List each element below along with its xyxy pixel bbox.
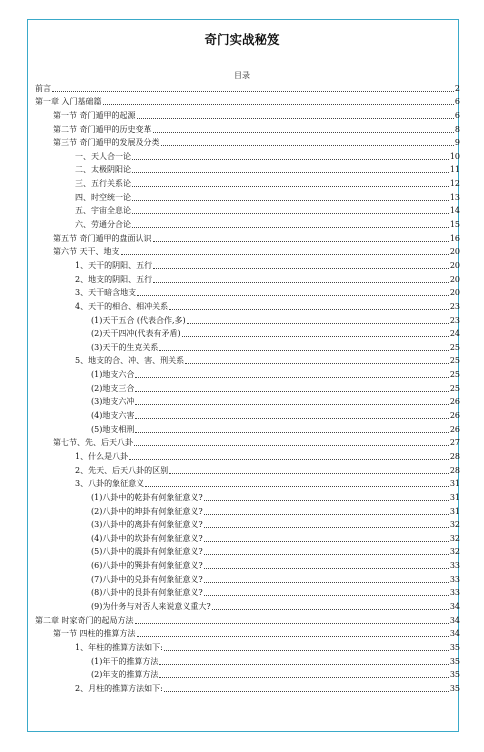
- toc-entry-page: 23: [449, 301, 460, 311]
- toc-entry[interactable]: [35, 489, 460, 503]
- toc-entry[interactable]: [35, 530, 460, 544]
- toc-entry-label: 5、地支的合、冲、害、刑关系: [75, 356, 185, 366]
- toc-leader-dots: [204, 527, 449, 528]
- toc-entry-page: 8: [454, 124, 460, 134]
- toc-entry[interactable]: [35, 626, 460, 640]
- toc-entry-label: 3、天干暗含地支: [75, 288, 137, 298]
- toc-entry-page: 33: [449, 588, 460, 598]
- toc-entry-label: (5)八卦中的震卦有何象征意义?: [91, 547, 203, 557]
- toc-leader-dots: [204, 541, 449, 542]
- toc-entry-label: (2)地支三合: [91, 383, 135, 393]
- toc-leader-dots: [135, 391, 448, 392]
- toc-leader-dots: [164, 691, 449, 692]
- toc-leader-dots: [204, 568, 449, 569]
- toc-entry-label: 第五节 奇门遁甲的盘面认识: [53, 233, 152, 243]
- toc-entry-page: 35: [449, 670, 460, 680]
- toc-entry[interactable]: [35, 557, 460, 571]
- toc-entry-label: (1)八卦中的乾卦有何象征意义?: [91, 492, 203, 502]
- toc-entry-page: 32: [449, 520, 460, 530]
- toc-entry-label: 第一章 入门基础篇: [35, 97, 102, 107]
- toc-leader-dots: [132, 227, 449, 228]
- toc-entry-label: (2)八卦中的坤卦有何象征意义?: [91, 506, 203, 516]
- toc-entry[interactable]: [35, 326, 460, 340]
- toc-entry-label: (4)八卦中的坎卦有何象征意义?: [91, 533, 203, 543]
- toc-entry-label: 1、什么是八卦: [75, 451, 129, 461]
- toc-leader-dots: [153, 282, 449, 283]
- toc-entry-label: 第六节 天干、地支: [53, 247, 120, 257]
- toc-entry-page: 31: [449, 479, 460, 489]
- toc-entry[interactable]: [35, 353, 460, 367]
- toc-entry-page: 26: [449, 411, 460, 421]
- toc-entry-label: 3、八卦的象征意义: [75, 479, 145, 489]
- toc-entry-page: 33: [449, 574, 460, 584]
- toc-entry-page: 33: [449, 561, 460, 571]
- toc-entry[interactable]: [35, 257, 460, 271]
- toc-entry[interactable]: [35, 312, 460, 326]
- toc-entry-page: 25: [449, 356, 460, 366]
- toc-entry[interactable]: [35, 162, 460, 176]
- toc-leader-dots: [132, 186, 449, 187]
- toc-entry-page: 2: [454, 83, 460, 93]
- toc-leader-dots: [153, 241, 449, 242]
- toc-leader-dots: [204, 500, 449, 501]
- toc-leader-dots: [153, 268, 449, 269]
- toc-leader-dots: [135, 432, 448, 433]
- toc-entry-label: (3)八卦中的离卦有何象征意义?: [91, 520, 203, 530]
- toc-entry-page: 32: [449, 547, 460, 557]
- toc-leader-dots: [132, 172, 449, 173]
- toc-entry-page: 25: [449, 383, 460, 393]
- toc-leader-dots: [135, 377, 448, 378]
- toc-entry-label: (2)天干四冲(代表有矛盾): [91, 329, 181, 339]
- toc-leader-dots: [132, 159, 449, 160]
- table-of-contents: [35, 80, 460, 694]
- toc-entry-label: 六、劳通分合论: [75, 220, 131, 230]
- toc-entry-page: 12: [449, 179, 460, 189]
- toc-entry-page: 31: [449, 492, 460, 502]
- toc-leader-dots: [204, 582, 449, 583]
- toc-heading: 目录: [234, 71, 250, 80]
- toc-entry[interactable]: [35, 80, 460, 94]
- toc-entry[interactable]: [35, 230, 460, 244]
- toc-entry-page: 35: [449, 683, 460, 693]
- toc-entry-label: (5)地支相刑: [91, 424, 135, 434]
- toc-entry-page: 13: [449, 192, 460, 202]
- toc-entry-page: 20: [449, 260, 460, 270]
- toc-entry[interactable]: [35, 517, 460, 531]
- toc-leader-dots: [169, 309, 449, 310]
- toc-entry-page: 11: [449, 165, 460, 175]
- toc-entry[interactable]: [35, 598, 460, 612]
- toc-entry[interactable]: [35, 448, 460, 462]
- toc-leader-dots: [164, 650, 449, 651]
- toc-entry-page: 34: [449, 629, 460, 639]
- toc-leader-dots: [129, 459, 449, 460]
- toc-entry-label: (3)天干的生克关系: [91, 342, 159, 352]
- toc-entry-label: 2、先天、后天八卦的区别: [75, 465, 169, 475]
- toc-entry-page: 34: [449, 615, 460, 625]
- toc-entry-label: 前言: [35, 83, 51, 93]
- toc-entry-page: 28: [449, 465, 460, 475]
- toc-entry-label: 第二节 奇门遁甲的历史变革: [53, 124, 152, 134]
- toc-entry[interactable]: [35, 380, 460, 394]
- toc-leader-dots: [153, 132, 454, 133]
- toc-entry[interactable]: [35, 680, 460, 694]
- toc-entry[interactable]: [35, 503, 460, 517]
- toc-entry-page: 20: [449, 288, 460, 298]
- toc-leader-dots: [135, 404, 448, 405]
- toc-leader-dots: [182, 336, 449, 337]
- toc-entry[interactable]: [35, 435, 460, 449]
- toc-entry-label: 四、时空统一论: [75, 192, 131, 202]
- toc-entry-page: 20: [449, 274, 460, 284]
- toc-leader-dots: [159, 350, 448, 351]
- toc-entry-page: 35: [449, 656, 460, 666]
- toc-entry-label: (1)天干五合 (代表合作,多): [91, 315, 186, 325]
- toc-leader-dots: [103, 104, 454, 105]
- toc-entry[interactable]: [35, 175, 460, 189]
- toc-leader-dots: [161, 145, 454, 146]
- toc-entry[interactable]: [35, 271, 460, 285]
- toc-entry-page: 20: [449, 247, 460, 257]
- toc-entry[interactable]: [35, 216, 460, 230]
- toc-entry[interactable]: [35, 298, 460, 312]
- toc-entry-label: 第三节 奇门遁甲的发展及分类: [53, 138, 160, 148]
- toc-entry-page: 26: [449, 424, 460, 434]
- toc-leader-dots: [132, 213, 449, 214]
- toc-entry[interactable]: [35, 203, 460, 217]
- toc-entry-label: 第一节 四柱的推算方法: [53, 629, 136, 639]
- toc-entry-label: 2、地支的阴阳、五行: [75, 274, 153, 284]
- toc-entry[interactable]: [35, 189, 460, 203]
- toc-entry[interactable]: [35, 148, 460, 162]
- toc-entry-page: 31: [449, 506, 460, 516]
- toc-leader-dots: [135, 623, 449, 624]
- toc-entry-label: 一、天人合一论: [75, 151, 131, 161]
- toc-entry[interactable]: [35, 544, 460, 558]
- toc-entry[interactable]: [35, 107, 460, 121]
- toc-entry[interactable]: [35, 639, 460, 653]
- toc-entry-label: 三、五行关系论: [75, 179, 131, 189]
- toc-entry-page: 28: [449, 451, 460, 461]
- toc-entry[interactable]: [35, 135, 460, 149]
- toc-leader-dots: [159, 677, 448, 678]
- toc-leader-dots: [134, 445, 449, 446]
- toc-leader-dots: [212, 609, 449, 610]
- toc-leader-dots: [204, 514, 449, 515]
- toc-entry-label: 五、宇宙全息论: [75, 206, 131, 216]
- toc-entry-label: (9)为什务与对否人来说意义重大?: [91, 601, 211, 611]
- toc-entry-page: 6: [454, 110, 460, 120]
- document-title: 奇门实战秘笈: [204, 32, 280, 47]
- toc-entry[interactable]: [35, 339, 460, 353]
- toc-entry-label: 1、天干的阴阳、五行: [75, 260, 153, 270]
- toc-entry[interactable]: [35, 244, 460, 258]
- toc-entry-label: 2、月柱的推算方法如下:: [75, 683, 163, 693]
- toc-entry-label: (3)地支六冲: [91, 397, 135, 407]
- toc-entry-page: 24: [449, 329, 460, 339]
- toc-entry[interactable]: [35, 462, 460, 476]
- toc-entry-label: 第二章 时家奇门的起局方法: [35, 615, 134, 625]
- toc-entry-label: (2)年支的推算方法: [91, 670, 159, 680]
- toc-entry-page: 9: [454, 138, 460, 148]
- toc-entry-page: 35: [449, 642, 460, 652]
- toc-entry-page: 23: [449, 315, 460, 325]
- toc-entry-label: 4、天干的相合、相冲关系: [75, 301, 169, 311]
- toc-leader-dots: [204, 554, 449, 555]
- toc-leader-dots: [185, 363, 449, 364]
- toc-leader-dots: [187, 323, 449, 324]
- toc-entry-label: (6)八卦中的巽卦有何象征意义?: [91, 561, 203, 571]
- toc-entry-label: 二、太极阴阳论: [75, 165, 131, 175]
- toc-entry[interactable]: [35, 366, 460, 380]
- toc-entry-label: 第一节 奇门遁甲的起源: [53, 110, 136, 120]
- toc-entry[interactable]: [35, 285, 460, 299]
- toc-entry[interactable]: [35, 476, 460, 490]
- toc-entry[interactable]: [35, 667, 460, 681]
- toc-leader-dots: [169, 473, 449, 474]
- toc-entry[interactable]: [35, 653, 460, 667]
- toc-entry-page: 10: [449, 151, 460, 161]
- toc-entry[interactable]: [35, 94, 460, 108]
- toc-entry-page: 32: [449, 533, 460, 543]
- toc-leader-dots: [145, 486, 449, 487]
- toc-entry-page: 27: [449, 438, 460, 448]
- toc-entry[interactable]: [35, 394, 460, 408]
- toc-leader-dots: [159, 664, 448, 665]
- toc-entry[interactable]: [35, 585, 460, 599]
- toc-entry-label: (1)年干的推算方法: [91, 656, 159, 666]
- toc-entry-page: 25: [449, 370, 460, 380]
- toc-leader-dots: [135, 418, 448, 419]
- toc-entry-page: 25: [449, 342, 460, 352]
- toc-entry[interactable]: [35, 407, 460, 421]
- toc-leader-dots: [137, 118, 454, 119]
- toc-leader-dots: [137, 295, 449, 296]
- toc-entry-page: 16: [449, 233, 460, 243]
- toc-leader-dots: [204, 595, 449, 596]
- toc-entry[interactable]: [35, 571, 460, 585]
- toc-entry-label: (4)地支六害: [91, 411, 135, 421]
- toc-leader-dots: [137, 636, 449, 637]
- toc-leader-dots: [132, 200, 449, 201]
- toc-entry-page: 6: [454, 97, 460, 107]
- toc-entry[interactable]: [35, 421, 460, 435]
- toc-entry[interactable]: [35, 612, 460, 626]
- toc-entry-page: 14: [449, 206, 460, 216]
- toc-entry-page: 15: [449, 220, 460, 230]
- toc-entry-page: 26: [449, 397, 460, 407]
- toc-entry-label: (8)八卦中的艮卦有何象征意义?: [91, 588, 203, 598]
- toc-entry-label: 1、年柱的推算方法如下:: [75, 642, 163, 652]
- toc-entry[interactable]: [35, 121, 460, 135]
- toc-leader-dots: [121, 254, 449, 255]
- toc-entry-page: 34: [449, 601, 460, 611]
- toc-leader-dots: [52, 91, 454, 92]
- toc-entry-label: 第七节、先、后天八卦: [53, 438, 133, 448]
- toc-entry-label: (1)地支六合: [91, 370, 135, 380]
- toc-entry-label: (7)八卦中的兑卦有何象征意义?: [91, 574, 203, 584]
